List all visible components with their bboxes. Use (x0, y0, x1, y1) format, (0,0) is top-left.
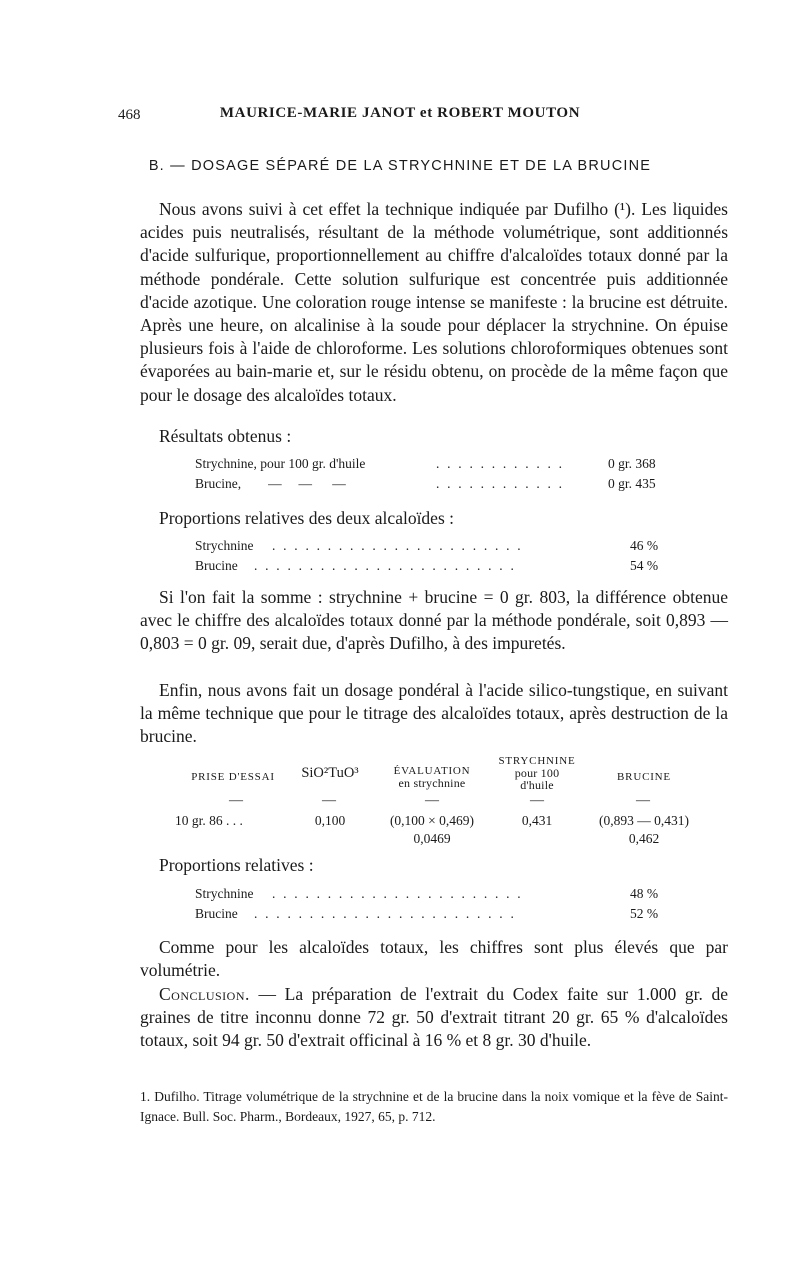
cell-evaluation-line1: (0,100 × 0,469) (389, 813, 475, 828)
proportion-value: 52 % (630, 906, 659, 921)
proportions-list (0, 538, 800, 578)
column-dash: — (229, 793, 243, 808)
proportion-value: 46 % (630, 538, 659, 553)
leader-dots: . . . . . . . . . . . . . . . . . . . . . . . (272, 538, 523, 553)
paragraph-comparison: Comme pour les alcaloïdes totaux, les chiffres sont plus élevés que par volumétrie. (140, 937, 728, 981)
proportions-label-2: Proportions relatives : (159, 855, 314, 875)
results-label: Résultats obtenus : (159, 426, 292, 446)
leader-dots: . . . . . . . . . . . . (436, 476, 565, 491)
proportion-value: 54 % (630, 558, 659, 573)
paragraph-silico: Enfin, nous avons fait un dosage pondéral à l'acide silico-tungstique, en suivant la même technique que pour le titrage des alcaloïdes totaux, après destruction de la brucine. (140, 680, 728, 747)
page-number: 468 (118, 107, 141, 123)
cell-evaluation (372, 812, 492, 848)
conclusion-label: Conclusion. (159, 984, 250, 1004)
column-dash: — (530, 793, 544, 808)
proportions-list-2 (0, 886, 800, 926)
results-row (0, 476, 800, 496)
proportion-label: Brucine (195, 558, 238, 573)
leader-dots: . . . . . . . . . . . . . . . . . . . . . . . . (254, 558, 517, 573)
header-brucine: BRUCINE (617, 771, 671, 783)
cell-brucine (584, 812, 704, 848)
header-evaluation (372, 765, 492, 789)
footnote: 1. Dufilho. Titrage volumétrique de la strychnine et de la brucine dans la noix vomique et la fève de Saint-Ignace. Bull. Soc. Pharm., Bordeaux, 1927, 65, p. 712. (140, 1089, 728, 1124)
paragraph-sum: Si l'on fait la somme : strychnine + brucine = 0 gr. 803, la différence obtenue avec le chiffre des alcaloïdes totaux donné par la méthode pondérale, soit 0,893 — 0,803 = 0 gr. 09, serait due, d'après Dufilho, à des impuretés. (140, 587, 728, 654)
cell-brucine-line1: (0,893 — 0,431) (599, 813, 689, 828)
results-row-value: 0 gr. 368 (608, 456, 656, 471)
results-row-value: 0 gr. 435 (608, 476, 656, 491)
leader-dots: . . . . . . . . . . . . (436, 456, 565, 471)
results-row-label: Brucine, — — — (195, 476, 346, 491)
results-list (0, 456, 800, 496)
paragraph-method: Nous avons suivi à cet effet la technique indiquée par Dufilho (¹). Les liquides acides puis neutralisés, résultant de la méthode volumétrique, sont additionnés d'acide sulfurique, proportionnellement au chiffre d'alcaloïdes totaux donné par la méthode pondérale. Cette solution sulfurique est concentrée puis additionnée d'acide azotique. Une coloration rouge intense se manifeste : la brucine est détruite. Après une heure, on alcalinise à la soude pour déplacer la strychnine. On épuise plusieurs fois à l'aide de chloroforme. Les solutions chloroformiques obtenues sont évaporées au bain-marie et, sur le résidu obtenu, on procède de la même façon que pour le dosage des alcaloïdes totaux. (140, 199, 728, 405)
conclusion-text: — La préparation de l'extrait du Codex faite sur 1.000 gr. de graines de titre inconnu donne 72 gr. 50 d'extrait titrant 20 gr. 65 % d'alcaloïdes totaux, soit 94 gr. 50 d'extrait officinal à 16 % et 8 gr. 30 d'huile. (140, 984, 728, 1051)
header-strychnine-line3: d'huile (520, 778, 554, 792)
header-strychnine-line1: STRYCHNINE (498, 755, 576, 767)
proportion-row (0, 558, 800, 578)
paragraph-conclusion (140, 983, 728, 1053)
column-dash: — (636, 793, 650, 808)
results-row (0, 456, 800, 476)
proportion-row (0, 886, 800, 906)
proportion-label: Strychnine (195, 886, 254, 901)
proportions-label: Proportions relatives des deux alcaloïdes : (159, 508, 454, 528)
running-title: MAURICE-MARIE JANOT et ROBERT MOUTON (219, 105, 581, 121)
column-dash: — (425, 793, 439, 808)
header-prise: PRISE D'ESSAI (191, 771, 275, 783)
cell-brucine-line2: 0,462 (628, 831, 660, 846)
column-dash: — (322, 793, 336, 808)
leader-dots: . . . . . . . . . . . . . . . . . . . . . . . . (254, 906, 517, 921)
leader-dots: . . . . . . . . . . . . . . . . . . . . . . . (272, 886, 523, 901)
proportion-row (0, 538, 800, 558)
cell-evaluation-line2: 0,0469 (413, 831, 451, 846)
section-title: B. — DOSAGE SÉPARÉ DE LA STRYCHNINE ET DE LA BRUCINE (148, 158, 652, 174)
header-evaluation-line1: ÉVALUATION (393, 765, 471, 777)
cell-prise: 10 gr. 86 . . . (175, 813, 243, 828)
cell-sio: 0,100 (314, 813, 346, 828)
proportion-label: Brucine (195, 906, 238, 921)
header-sio: SiO²TuO³ (301, 765, 359, 781)
results-row-label: Strychnine, pour 100 gr. d'huile (195, 456, 366, 471)
proportion-label: Strychnine (195, 538, 254, 553)
proportion-row (0, 906, 800, 926)
proportion-value: 48 % (630, 886, 659, 901)
header-strychnine-line2: pour 100 (514, 766, 560, 780)
cell-strychnine: 0,431 (521, 813, 553, 828)
assay-table (0, 755, 800, 850)
header-strychnine (492, 755, 582, 791)
header-evaluation-line2: en strychnine (398, 776, 466, 790)
